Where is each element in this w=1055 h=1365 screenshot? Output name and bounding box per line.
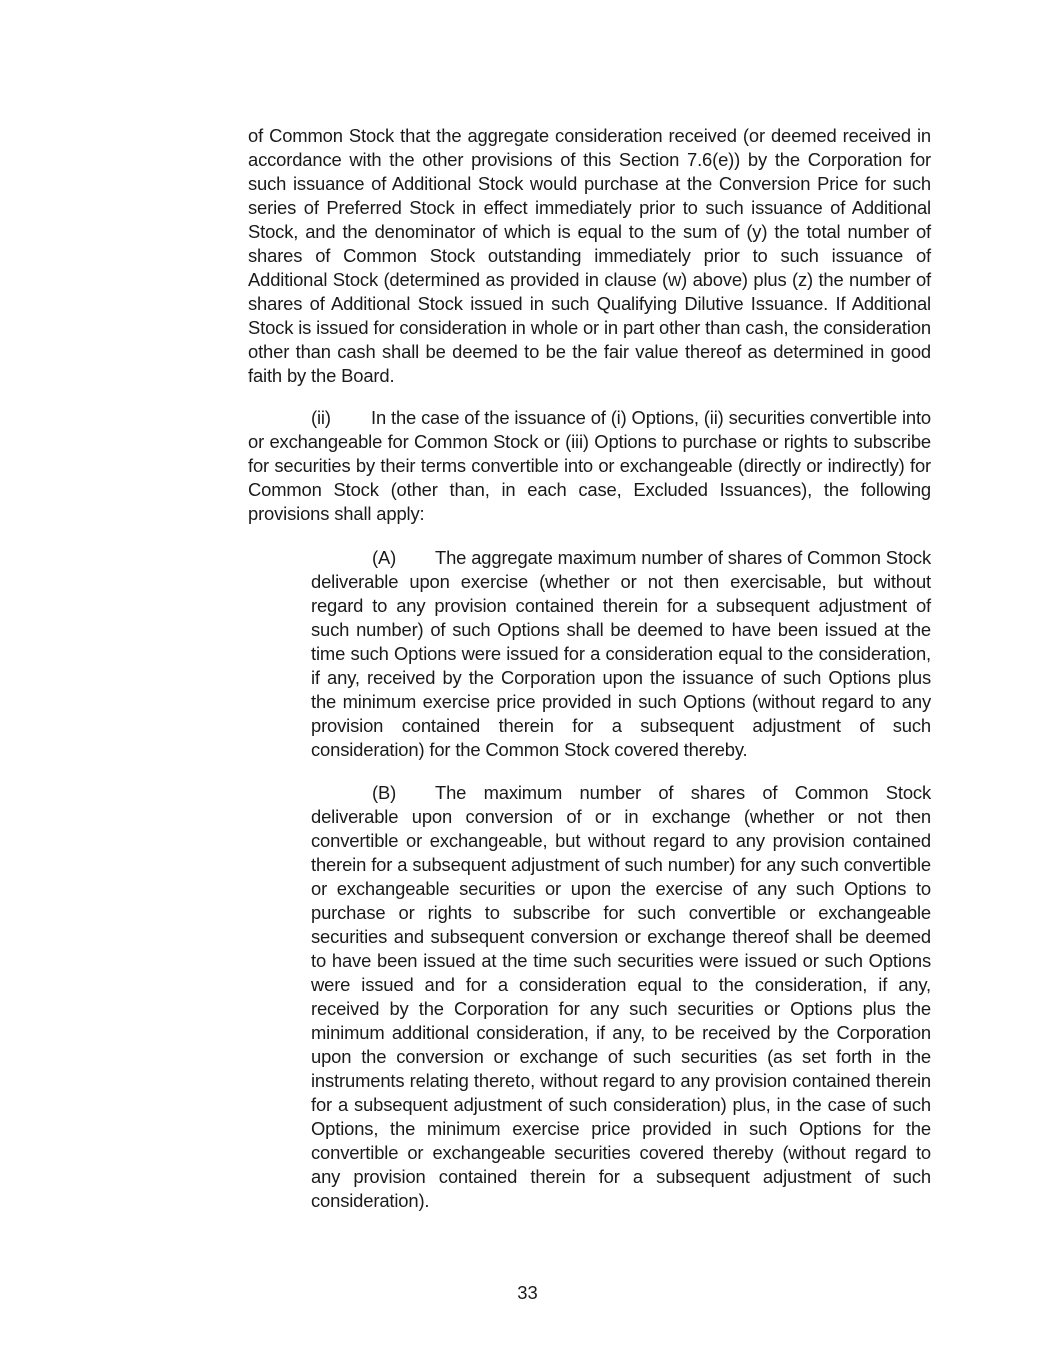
clause-b-label: (B) bbox=[372, 782, 397, 803]
clause-a-text: The aggregate maximum number of shares of Common Stock deliverable upon exercise (whether or not then exercisable, but without regard to any provision contained therein for a subsequent adjustment of such number) of such Options shall be deemed to have been issued at the time such Options were issued for a consideration equal to the consideration, if any, received by the Corporation upon the issuance of such Options plus the minimum exercise price provided in such Options (without regard to any provision contained therein for a subsequent adjustment of such consideration) for the Common Stock covered thereby. bbox=[311, 547, 931, 760]
clause-b bbox=[311, 781, 931, 1213]
clause-a bbox=[311, 546, 931, 762]
clause-ii bbox=[248, 406, 931, 526]
clause-a-label: (A) bbox=[372, 547, 397, 568]
clause-ii-label: (ii) bbox=[311, 407, 331, 428]
paragraph-continuation: of Common Stock that the aggregate consideration received (or deemed received in accordance with the other provisions of this Section 7.6(e)) by the Corporation for such issuance of Additional Stock would purchase at the Conversion Price for such series of Preferred Stock in effect immediately prior to such issuance of Additional Stock, and the denominator of which is equal to the sum of (y) the total number of shares of Common Stock outstanding immediately prior to such issuance of Additional Stock (determined as provided in clause (w) above) plus (z) the number of shares of Additional Stock issued in such Qualifying Dilutive Issuance. If Additional Stock is issued for consideration in whole or in part other than cash, the consideration other than cash shall be deemed to be the fair value thereof as determined in good faith by the Board. bbox=[248, 125, 931, 386]
clause-ii-text: In the case of the issuance of (i) Options, (ii) securities convertible into or exchangeable for Common Stock or (iii) Options to purchase or rights to subscribe for securities by their terms convertible into or exchangeable (directly or indirectly) for Common Stock (other than, in each case, Excluded Issuances), the following provisions shall apply: bbox=[248, 407, 931, 524]
clause-b-text: The maximum number of shares of Common Stock deliverable upon conversion of or in exchange (whether or not then convertible or exchangeable, but without regard to any provision contained therein for a subsequent adjustment of such number) for any such convertible or exchangeable securities or upon the exercise of any such Options to purchase or rights to subscribe for such convertible or exchangeable securities and subsequent conversion or exchange thereof shall be deemed to have been issued at the time such securities were issued or such Options were issued and for a consideration equal to the consideration, if any, received by the Corporation for any such securities or Options plus the minimum additional consideration, if any, to be received by the Corporation upon the conversion or exchange of such securities (as set forth in the instruments relating thereto, without regard to any provision contained therein for a subsequent adjustment of such consideration) plus, in the case of such Options, the minimum exercise price provided in such Options for the convertible or exchangeable securities covered thereby (without regard to any provision contained therein for a subsequent adjustment of such consideration). bbox=[311, 782, 931, 1211]
page-number: 33 bbox=[517, 1282, 538, 1303]
